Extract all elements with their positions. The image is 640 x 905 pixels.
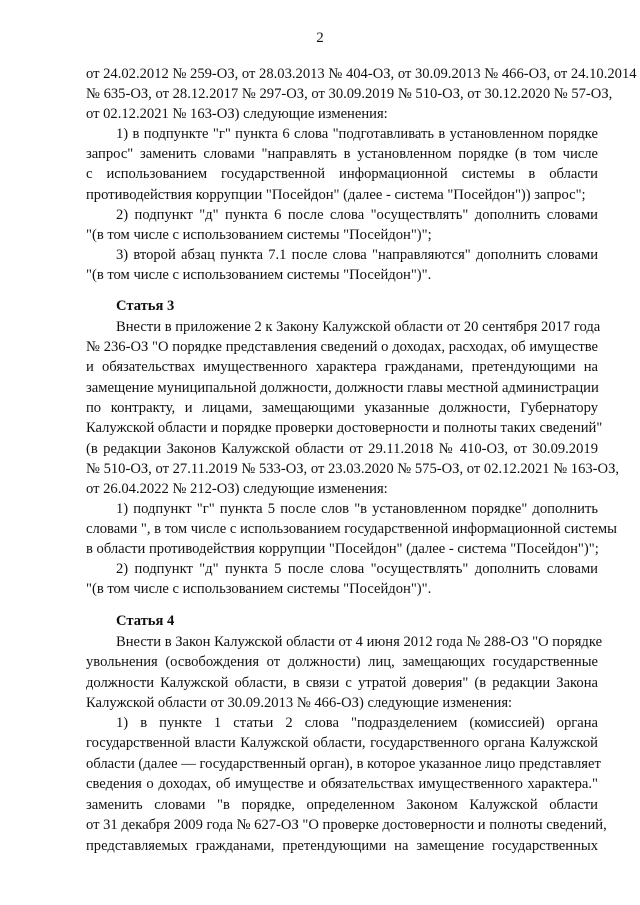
text-line: № 510-ОЗ, от 27.11.2019 № 533-ОЗ, от 23.03.2020 № 575-ОЗ, от 02.12.2021 № 163-ОЗ, <box>86 461 620 477</box>
text-line: по контракту, и лицами, замещающими указанные должности, Губернатору <box>86 400 598 416</box>
text-line: государственной власти Калужской области, государственного органа Калужской <box>86 735 598 751</box>
text-line: 1) подпункт "г" пункта 5 после слов "в установленном порядке" дополнить <box>116 501 598 517</box>
text-line: "(в том числе с использованием системы "Посейдон")"; <box>86 227 432 243</box>
text-line: замещение муниципальной должности, должности главы местной администрации <box>86 380 599 396</box>
text-line: в области противодействия коррупции "Посейдон" (далее - система "Посейдон")"; <box>86 541 599 557</box>
text-line: "(в том числе с использованием системы "Посейдон")". <box>86 267 432 283</box>
text-line: Внести в приложение 2 к Закону Калужской области от 20 сентября 2017 года <box>116 319 601 335</box>
text-line: должности Калужской области, в связи с утратой доверия" (в редакции Закона <box>86 675 598 691</box>
text-line: представляемых гражданами, претендующими на замещение государственных <box>86 838 598 854</box>
text-line: от 02.12.2021 № 163-ОЗ) следующие изменения: <box>86 106 388 122</box>
text-line: Калужской области от 30.09.2013 № 466-ОЗ) следующие изменения: <box>86 695 513 711</box>
text-line: и обязательствах имущественного характера гражданами, претендующими на <box>86 359 598 375</box>
text-line: от 24.02.2012 № 259-ОЗ, от 28.03.2013 № 404-ОЗ, от 30.09.2013 № 466-ОЗ, от 24.10.2014 <box>86 66 637 82</box>
text-line: увольнения (освобождения от должности) лиц, замещающих государственные <box>86 654 598 670</box>
text-line: № 236-ОЗ "О порядке представления сведений о доходах, расходах, об имуществе <box>86 339 598 355</box>
article-heading: Статья 3 <box>116 298 175 314</box>
text-line: 2) подпункт "д" пункта 6 после слова "осуществлять" дополнить словами <box>116 207 598 223</box>
text-line: от 26.04.2022 № 212-ОЗ) следующие изменения: <box>86 481 388 497</box>
text-line: заменить словами "в порядке, определенном Законом Калужской области <box>86 797 598 813</box>
text-line: области (далее — государственный орган), в которое указанное лицо представляет <box>86 756 601 772</box>
text-line: Внести в Закон Калужской области от 4 июня 2012 года № 288-ОЗ "О порядке <box>116 634 603 650</box>
text-line: противодействия коррупции "Посейдон" (далее - система "Посейдон")) запрос"; <box>86 187 586 203</box>
page-number: 2 <box>316 30 324 46</box>
text-line: 2) подпункт "д" пункта 5 после слова "осуществлять" дополнить словами <box>116 561 598 577</box>
text-line: 1) в подпункте "г" пункта 6 слова "подготавливать в установленном порядке <box>116 126 598 142</box>
text-line: "(в том числе с использованием системы "Посейдон")". <box>86 581 432 597</box>
text-line: Калужской области и порядке проверки достоверности и полноты таких сведений" <box>86 420 603 436</box>
text-line: словами ", в том числе с использованием государственной информационной системы <box>86 521 617 537</box>
text-line: 3) второй абзац пункта 7.1 после слова "направляются" дополнить словами <box>116 247 598 263</box>
text-line: 1) в пункте 1 статьи 2 слова "подразделением (комиссией) органа <box>116 715 598 731</box>
text-line: (в редакции Законов Калужской области от 29.11.2018 № 410-ОЗ, от 30.09.2019 <box>86 441 598 457</box>
text-line: от 31 декабря 2009 года № 627-ОЗ "О проверке достоверности и полноты сведений, <box>86 817 607 833</box>
article-heading: Статья 4 <box>116 613 175 629</box>
text-line: № 635-ОЗ, от 28.12.2017 № 297-ОЗ, от 30.09.2019 № 510-ОЗ, от 30.12.2020 № 57-ОЗ, <box>86 86 613 102</box>
text-line: с использованием государственной информационной системы в области <box>86 166 598 182</box>
text-line: запрос" заменить словами "направлять в установленном порядке (в том числе <box>86 146 598 162</box>
text-line: сведения о доходах, об имуществе и обязательствах имущественного характера." <box>86 776 598 792</box>
